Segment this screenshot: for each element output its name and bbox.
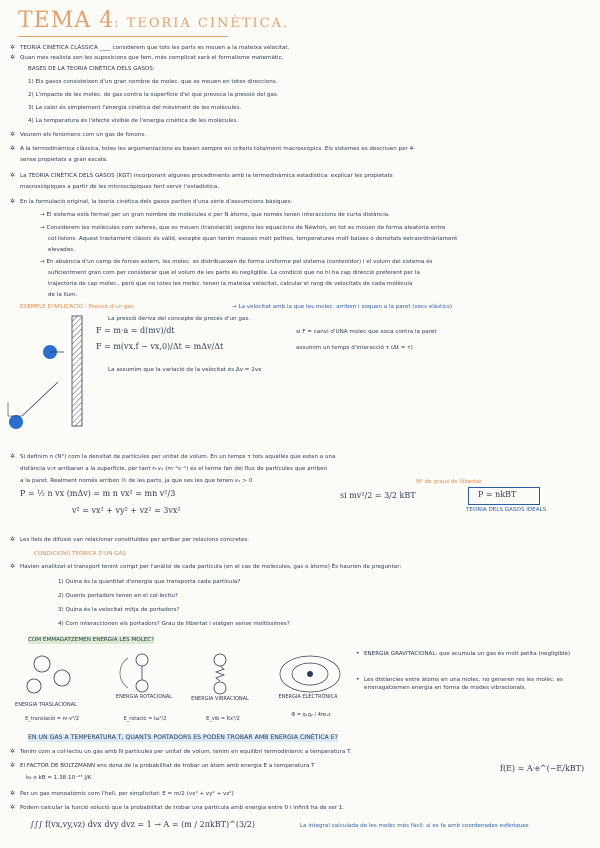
- formula-energy: si mv²/2 = 3/2 kBT: [340, 491, 416, 500]
- annotation-note: Nº de graus de llibertat: [416, 479, 482, 485]
- energy-label: ENERGIA TRASLACIONAL: [15, 702, 77, 708]
- text-line: col·lisions. Aquest tractament clàssic és vàlid, excepte quan tenim masses molt petites, temperatures molt baixes o densitats extraordinàriament: [48, 236, 458, 242]
- text-line: → En absència d'un camp de forces extern, les molec. es distribueixen de forma uniforme pel sistema (contenidor) i el volum del sistema és: [40, 259, 433, 265]
- energy-label: ENERGIA VIBRACIONAL: [191, 696, 249, 702]
- text-line: elevades.: [48, 247, 75, 253]
- text-line: sense propietats a gran escala.: [20, 157, 108, 163]
- spring-line: [216, 666, 224, 681]
- molecule-ball: [214, 654, 226, 666]
- molecule-ball: [54, 670, 70, 686]
- ideal-gas-label: TEORIA DELS GASOS IDEALS: [466, 507, 547, 513]
- text-line: TEORIA CINÈTICA CLÀSSICA ____ considerem que tots les parts es mouen a la mateixa velocitat.: [20, 45, 290, 51]
- formula-ideal-gas: P = nkBT: [478, 490, 517, 499]
- text-line: La TEORIA CINÈTICA DELS GASOS (KGT) incorporant algunes procediments amb la termodinàmica estadística: explicar les propietats: [20, 173, 393, 179]
- bullet-star-icon: ✲: [10, 536, 16, 543]
- text-line: trajectòria de cap molec., però que no totes les molec. tenen la mateixa velocitat, calcular el rang de velocitats de cada molècula: [48, 281, 413, 287]
- text-line: Podem calcular la funció solució que la probabilitat de trobar una partícula amb energia entre 0 i infinit ha de ser 1.: [20, 805, 345, 811]
- text-line: de la llum.: [48, 292, 78, 298]
- text-line: Per un gas monoatòmic com l'heli, per simplicitat: E = m/2 (vx² + vy² + vz²): [20, 791, 234, 797]
- text-line: si F = canvi d'UNA molec que xoca contra la paret: [296, 329, 437, 335]
- energy-formula: E_translació = m·v²/2: [25, 716, 79, 722]
- text-line: A la termodinàmica clàssica, totes les argumentacions es basen sempre en criteris totalment macroscòpics. Els sistemes es descriuen per 4-: [20, 146, 416, 152]
- highlight-heading: COM EMMAGATZEMEN ENERGIA LES MOLEC?: [28, 637, 155, 643]
- bullet-star-icon: ✲: [10, 145, 16, 152]
- text-line: 2) L'impacte de les molèc. de gas contra la superfície d'el que provoca la pressió del gas.: [28, 92, 279, 98]
- energy-label: ENERGIA ROTACIONAL: [115, 694, 173, 700]
- molecule-ball: [9, 415, 23, 429]
- formula-velocity-sum: v² = vx² + vy² + vz² = 3vx²: [72, 506, 181, 515]
- text-line: k₈ o kB = 1.38·10⁻²³ J/K: [26, 775, 92, 781]
- bullet-star-icon: ✲: [10, 563, 16, 570]
- text-line: Tenim com a col·lectiu un gas amb N partícules per unitat de volum, tenim en equilibri termodinàmic a temperatura T.: [20, 749, 352, 755]
- annotation-note: La integral calculada de les molèc més fàcil: si es fa amb coordenades esfèriques: [300, 823, 529, 829]
- bullet-dot-icon: •: [356, 676, 360, 683]
- energy-formula: E_rotació = Iω²/2: [123, 716, 167, 722]
- text-line: Quan més realista son les suposicions que fem, més complicat serà el formalisme matemàtic.: [20, 55, 284, 61]
- title-sub: : TEORIA CINÈTICA.: [114, 16, 290, 31]
- text-line: macroscòpiques a partir de les microscòpiques fent servir l'estadística.: [20, 184, 220, 190]
- text-line: 2) Quants portadors tenen en el col·lectiu?: [58, 593, 178, 599]
- text-line: En la formulació original, la teoria cinètica dels gasos partien d'una sèrie d'assumcions bàsiques:: [20, 199, 293, 205]
- section-heading: BASES DE LA TEORIA CINÈTICA DELS GASOS:: [28, 66, 155, 72]
- bullet-star-icon: ✲: [10, 54, 16, 61]
- molecule-ball: [214, 682, 226, 694]
- bullet-star-icon: ✲: [10, 44, 16, 51]
- molecule-ball: [27, 679, 41, 693]
- molecule-ball: [34, 656, 50, 672]
- text-line: Les lleis de difusió van relacionar constituïdes per arribar per relacions concretes.: [20, 537, 250, 543]
- bullet-star-icon: ✲: [10, 453, 16, 460]
- text-line: El FACTOR DE BOLTZMANN ens dona de la probabilitat de trobar un àtom amb energia E a temperatura T: [20, 763, 315, 769]
- example-heading: EXEMPLE D'APLICACIÓ : Pressió d'un gas: [20, 304, 134, 310]
- text-line: Veurem els fenomens com un gas de fonons.: [20, 132, 147, 138]
- formula-force: F = m(vx,f − vx,0)/Δt = mΔv/Δt: [96, 342, 224, 351]
- bullet-dot-icon: •: [356, 650, 360, 657]
- text-line: 4) Com interaccionen els portadors? Grau de llibertat i viatgen sense moltíssimes?: [58, 621, 290, 627]
- text-line: 3) Quina és la velocitat mitja de portadors?: [58, 607, 180, 613]
- bullet-star-icon: ✲: [10, 172, 16, 179]
- molecule-ball: [136, 654, 148, 666]
- text-line: distància v₀τ arribaran a la superfície, per tant n·vₓ (m⁻²s⁻¹) és el terme fan del flux de partícules que arriben: [20, 466, 328, 472]
- text-line: assumim un temps d'interacció τ (Δt = τ): [296, 345, 413, 351]
- text-line: La assumim que la variació de la velocitat és Δv = 2vx: [108, 367, 262, 373]
- wall-shape: [72, 316, 82, 426]
- text-line: 1) Els gasos consisteixen d'un gran nombre de molec. que es mouen en totes direccions.: [28, 79, 278, 85]
- title-underline: [18, 36, 228, 37]
- formula-normalization: ∫∫∫ f(vx,vy,vz) dvx dvy dvz = 1 → A = (m / 2πkBT)^(3/2): [30, 820, 255, 829]
- bullet-star-icon: ✲: [10, 198, 16, 205]
- text-line: ENERGIA GRAVITACIONAL: que acumula un gas és molt petita (negligible): [364, 651, 571, 657]
- text-line: 3) La calor és simplement l'energia cinètica del moviment de les molècules.: [28, 105, 242, 111]
- velocity-arrow: [22, 382, 58, 416]
- bullet-star-icon: ✲: [10, 748, 16, 755]
- molecule-ball: [136, 680, 148, 692]
- text-line: 4) La temperatura és l'efecte visible de l'energia cinètica de les molècules.: [28, 118, 239, 124]
- text-line: Si definim n (N°) com la densitat de partícules per unitat de volum. En un temps τ tots aquelles que estan a una: [20, 454, 336, 460]
- highlight-question: EN UN GAS A TEMPERATURA T, QUANTS PORTADORS ES PODEN TROBAR AMB ENERGIA CINÈTICA E?: [28, 734, 338, 741]
- text-line: → La velocitat amb la que les molec. arriben i xoquen a la paret (xocs elàstics): [232, 304, 453, 310]
- energy-formula: Φ = q₁q₂ / 4πε₀r: [291, 712, 331, 718]
- text-line: 1) Quina és la quantitat d'energia que transporta cada partícula?: [58, 579, 241, 585]
- text-line: suficientment gran com per considerar que el volum de les parts és negligible. La condició que no hi ha cap direcció preferent per la: [48, 270, 420, 276]
- text-line: a la paret. Realment només arriben ½ de les parts, ja que ses les que tenen vₓ > 0: [20, 478, 253, 484]
- formula-pressure: P = ½ n vx (mΔv) = m n vx² = mn v²/3: [20, 489, 176, 498]
- formula-newton: F = m·a = d(mv)/dt: [96, 326, 175, 335]
- text-line: Havien analitzat el transport tenint compt per l'anàlisi de cada partícula (en el cas de molècules, gas o àtoms) És haurien de preguntar:: [20, 564, 402, 570]
- title-main: TEMA 4: [18, 8, 115, 33]
- text-line: → El sistema està format per un gran nombre de molècules o per N àtoms, que només tenen interaccions de curta distància.: [40, 212, 390, 218]
- bullet-star-icon: ✲: [10, 790, 16, 797]
- text-line: Les distàncies entre àtoms en una molec. no generen res les molèc. es emmagatzemen energia en forma de modes vibracionals.: [364, 677, 563, 691]
- text-line: La pressió deriva del concepte de procés d'un gas.: [108, 316, 251, 322]
- section-heading: CONDICIONS TEÒRICA D'UN GAS: [34, 551, 126, 557]
- text-line: → Considerem les molècules com esferes, que es mouen (translació) segons les equacions de Newton, en tot es mouen de forma aleatòria entre: [40, 225, 446, 231]
- energy-formula: E_vib = Kx²/2: [206, 716, 240, 722]
- bullet-star-icon: ✲: [10, 131, 16, 138]
- formula-boltzmann: f(E) = A·e^(−E/kBT): [500, 764, 585, 773]
- page-title: [18, 8, 289, 33]
- bullet-star-icon: ✲: [10, 762, 16, 769]
- energy-label: ENERGIA ELECTRÒNICA: [278, 694, 338, 700]
- bullet-star-icon: ✲: [10, 804, 16, 811]
- rotation-arrow: [120, 658, 128, 688]
- nucleus-dot: [307, 671, 313, 677]
